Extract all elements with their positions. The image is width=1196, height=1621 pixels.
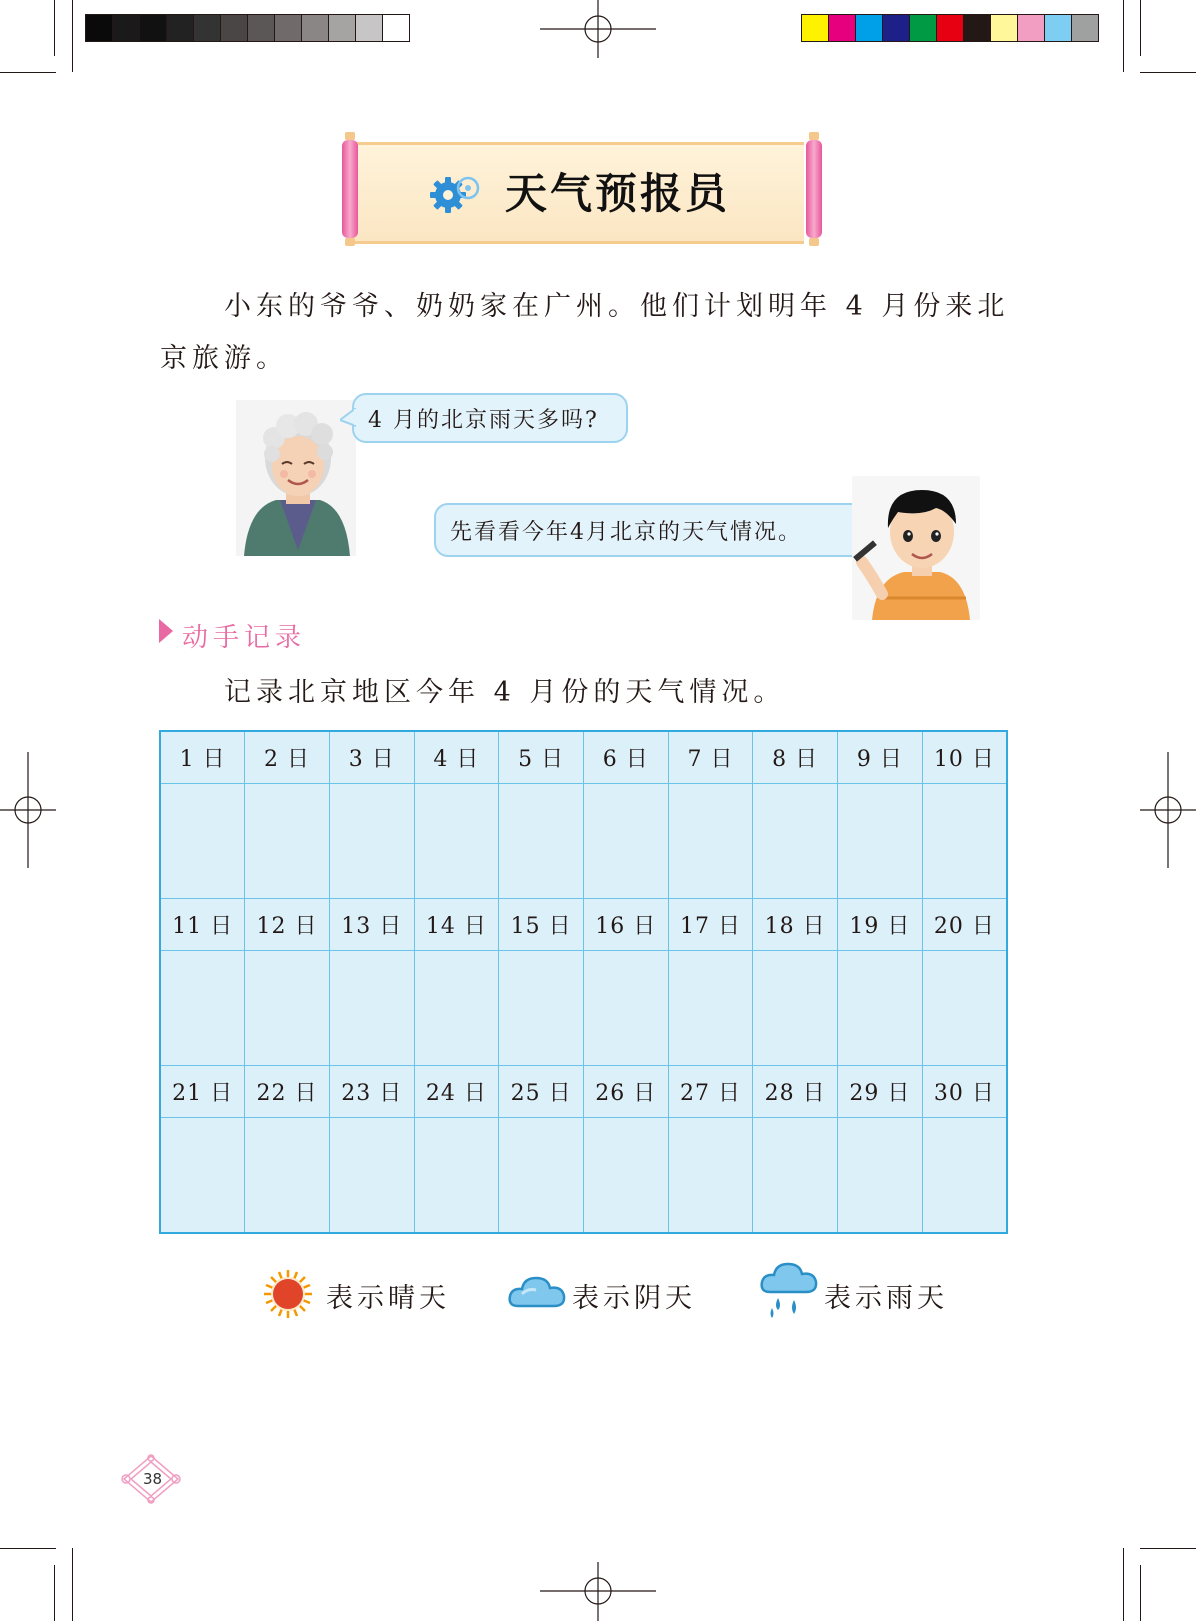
weather-entry-cell[interactable] [838,1118,923,1234]
legend-sunny-label: 表示晴天 [326,1283,450,1314]
weather-entry-cell[interactable] [922,951,1007,1066]
date-label: 26 日 [583,1066,668,1118]
weather-entry-cell[interactable] [245,951,330,1066]
date-label: 18 日 [753,899,838,951]
weather-entry-cell[interactable] [668,784,753,899]
registration-target-bottom [540,1562,656,1621]
grandma-speech-bubble [352,393,628,443]
date-label: 16 日 [583,899,668,951]
boy-answer: 先看看今年4月北京的天气情况。 [450,519,802,545]
date-label: 10 日 [922,731,1007,784]
color-swatches [801,14,1099,42]
weather-entry-cell[interactable] [329,784,414,899]
date-label: 15 日 [499,899,584,951]
date-label: 13 日 [329,899,414,951]
date-label: 24 日 [414,1066,499,1118]
date-label: 1 日 [160,731,245,784]
registration-target-right [1140,752,1196,868]
date-label: 4 日 [414,731,499,784]
weather-entry-cell[interactable] [160,951,245,1066]
date-label: 21 日 [160,1066,245,1118]
date-label: 19 日 [838,899,923,951]
date-label: 2 日 [245,731,330,784]
section-instruction: 记录北京地区今年 4 月份的天气情况。 [224,677,786,708]
registration-target-top [540,0,656,60]
grandma-illustration [236,400,356,556]
weather-entry-row [160,1118,1007,1234]
date-label: 20 日 [922,899,1007,951]
date-header-row [160,731,1007,784]
page-number: 38 [143,1470,163,1488]
sun-icon [262,1268,314,1320]
weather-entry-cell[interactable] [922,784,1007,899]
page-title: 天气预报员 [505,169,731,218]
weather-entry-cell[interactable] [753,951,838,1066]
date-label: 29 日 [838,1066,923,1118]
date-label: 17 日 [668,899,753,951]
weather-entry-row [160,951,1007,1066]
weather-entry-cell[interactable] [583,951,668,1066]
date-label: 23 日 [329,1066,414,1118]
weather-entry-cell[interactable] [753,1118,838,1234]
registration-target-left [0,752,56,868]
date-label: 28 日 [753,1066,838,1118]
weather-entry-cell[interactable] [499,1118,584,1234]
rain-icon [760,1262,818,1322]
weather-entry-cell[interactable] [245,1118,330,1234]
date-label: 11 日 [160,899,245,951]
date-header-row [160,899,1007,951]
weather-entry-cell[interactable] [414,784,499,899]
cloud-icon [508,1272,566,1312]
intro-line-1: 小东的爷爷、奶奶家在广州。他们计划明年 4 月份来北 [224,291,1010,322]
weather-entry-cell[interactable] [499,784,584,899]
grandma-question: 4 月的北京雨天多吗? [368,407,599,433]
boy-illustration [852,476,980,620]
weather-entry-cell[interactable] [414,951,499,1066]
weather-record-table [159,730,1008,1234]
date-label: 27 日 [668,1066,753,1118]
date-label: 6 日 [583,731,668,784]
date-label: 3 日 [329,731,414,784]
gear-icon [430,170,484,216]
weather-entry-cell[interactable] [668,951,753,1066]
weather-entry-cell[interactable] [160,1118,245,1234]
date-label: 5 日 [499,731,584,784]
weather-entry-cell[interactable] [838,784,923,899]
legend-cloudy-label: 表示阴天 [572,1283,696,1314]
legend-rainy-label: 表示雨天 [824,1283,948,1314]
date-label: 7 日 [668,731,753,784]
date-label: 8 日 [753,731,838,784]
weather-entry-row [160,784,1007,899]
weather-entry-cell[interactable] [838,951,923,1066]
weather-entry-cell[interactable] [753,784,838,899]
weather-entry-cell[interactable] [583,784,668,899]
weather-entry-cell[interactable] [499,951,584,1066]
section-heading: 动手记录 [182,623,307,653]
bubble-tail-left [340,408,356,428]
weather-entry-cell[interactable] [329,1118,414,1234]
grayscale-swatches [85,14,410,42]
weather-entry-cell[interactable] [668,1118,753,1234]
date-label: 9 日 [838,731,923,784]
weather-entry-cell[interactable] [160,784,245,899]
intro-line-2: 京旅游。 [160,343,288,374]
date-label: 14 日 [414,899,499,951]
weather-entry-cell[interactable] [245,784,330,899]
date-label: 12 日 [245,899,330,951]
weather-entry-cell[interactable] [922,1118,1007,1234]
date-header-row [160,1066,1007,1118]
date-label: 22 日 [245,1066,330,1118]
weather-entry-cell[interactable] [583,1118,668,1234]
section-arrow-icon [158,618,174,644]
weather-entry-cell[interactable] [414,1118,499,1234]
date-label: 30 日 [922,1066,1007,1118]
weather-entry-cell[interactable] [329,951,414,1066]
boy-speech-bubble [434,503,868,557]
date-label: 25 日 [499,1066,584,1118]
